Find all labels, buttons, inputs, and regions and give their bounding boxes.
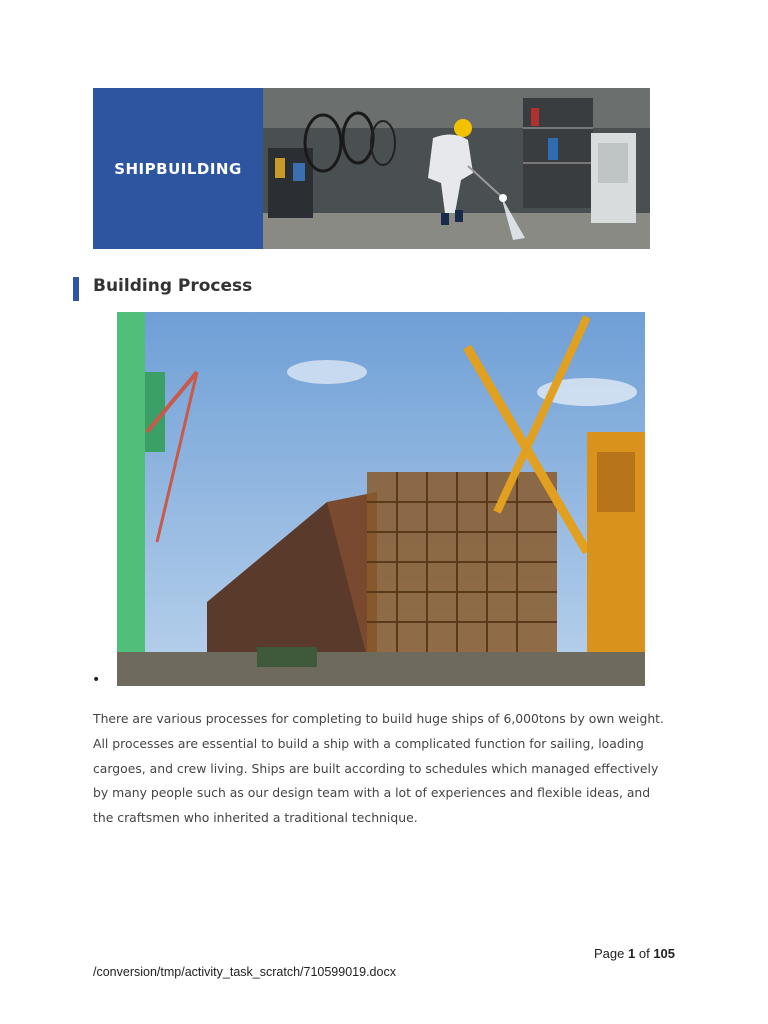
paragraph-line: cargoes, and crew living. Ships are built according to schedules which managed effectively bbox=[93, 760, 659, 776]
page-number bbox=[594, 946, 675, 961]
paragraph-line: All processes are essential to build a ship with a complicated function for sailing, loading bbox=[93, 735, 644, 751]
paragraph-line: There are various processes for completing to build huge ships of 6,000tons by own weight. bbox=[93, 711, 664, 726]
heading-accent-bar bbox=[73, 277, 79, 301]
section-heading: Building Process bbox=[93, 276, 253, 296]
page-of: of bbox=[638, 946, 650, 961]
page-prefix: Page bbox=[594, 946, 625, 961]
body-paragraph bbox=[93, 707, 693, 831]
banner-label-block bbox=[93, 88, 263, 249]
ship-under-construction-photo bbox=[117, 312, 645, 686]
page-current: 1 bbox=[628, 946, 636, 961]
welder-workshop-photo bbox=[263, 88, 650, 249]
banner-title: SHIPBUILDING bbox=[114, 159, 242, 178]
page-total: 105 bbox=[653, 946, 676, 961]
footer-file-path: /conversion/tmp/activity_task_scratch/710599019.docx bbox=[93, 965, 396, 979]
list-bullet: • bbox=[92, 672, 101, 688]
header-banner bbox=[93, 88, 650, 249]
paragraph-line: by many people such as our design team with a lot of experiences and flexible ideas, and bbox=[93, 785, 651, 801]
paragraph-line: the craftsmen who inherited a traditional technique. bbox=[93, 810, 418, 826]
